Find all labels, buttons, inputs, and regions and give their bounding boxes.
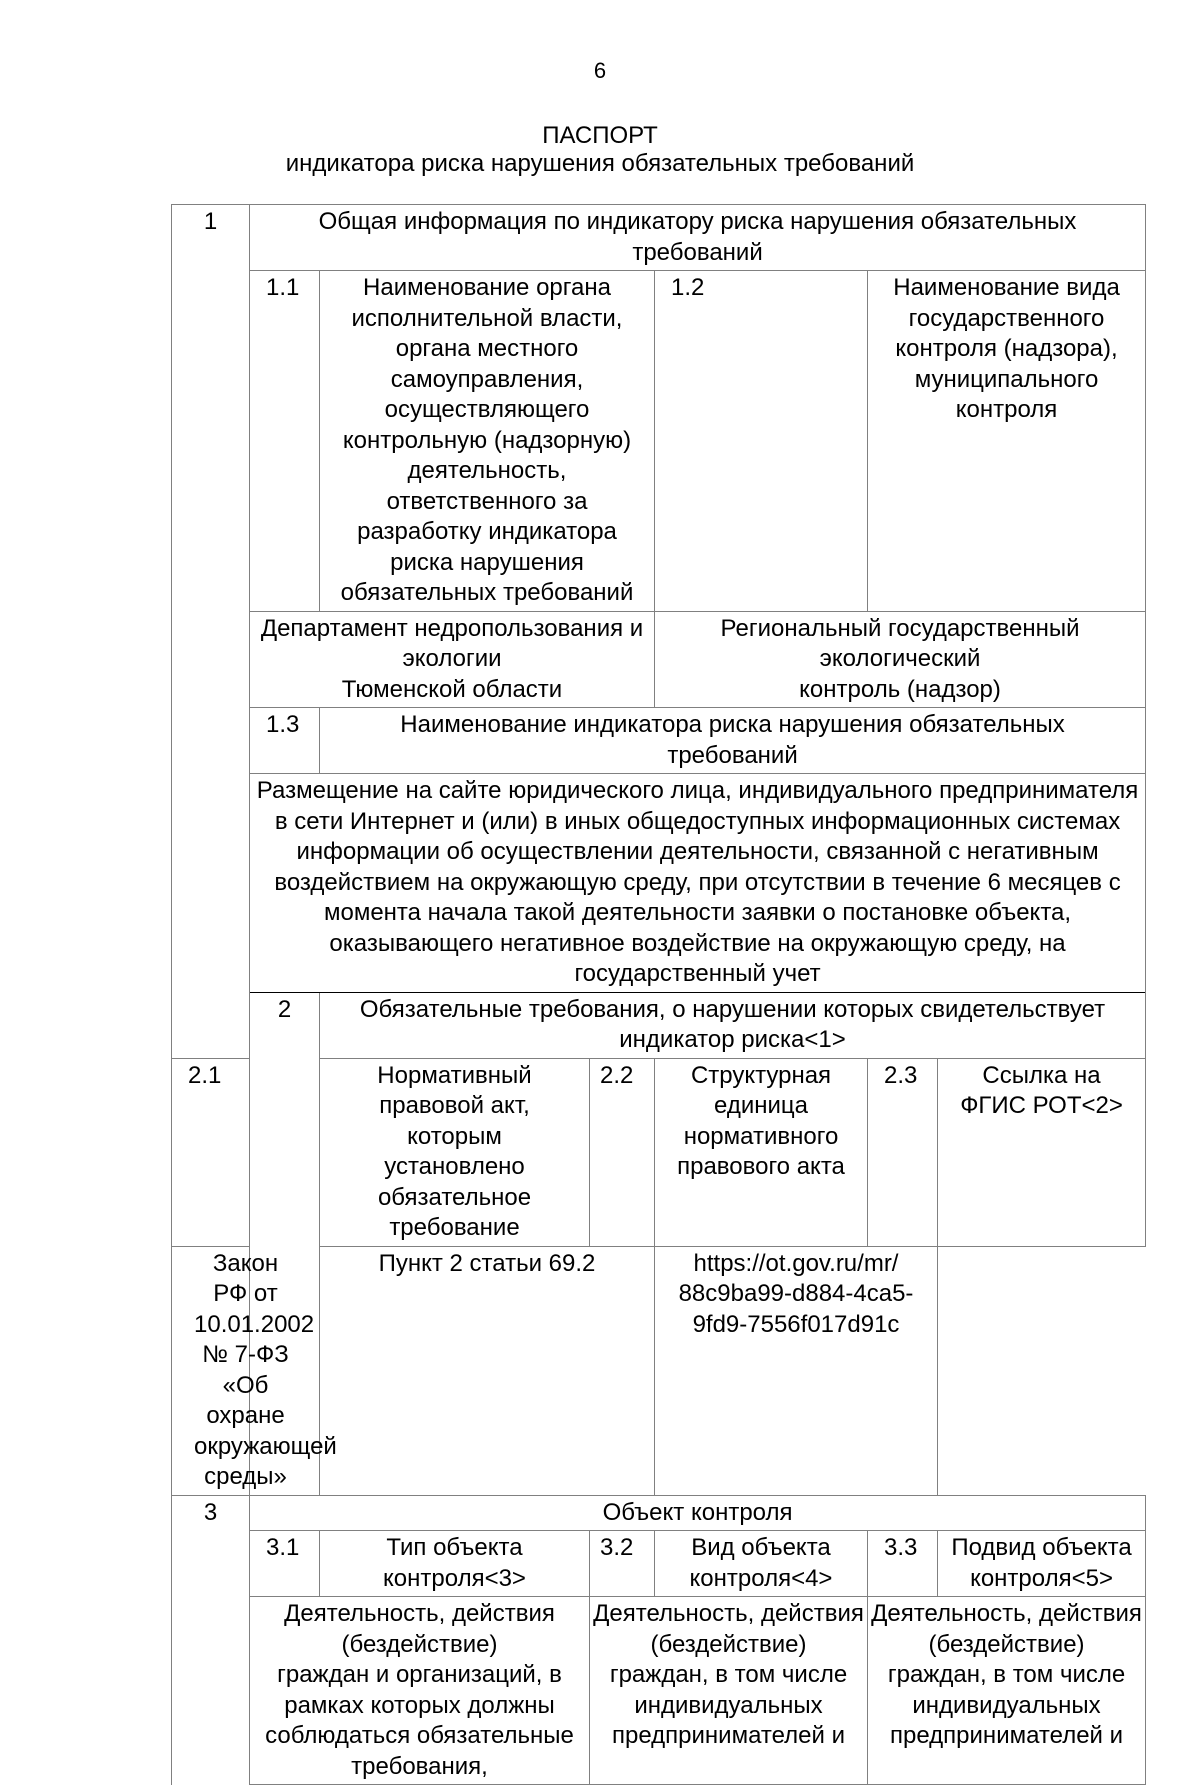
- item-1-3-label: Наименование индикатора риска нарушения обязательных требований: [320, 708, 1146, 774]
- value-2-1: Закон РФ от 10.01.2002 № 7-ФЗ «Об охране окружающей среды»: [172, 1246, 320, 1495]
- value-2-3: https://ot.gov.ru/mr/ 88c9ba99-d884-4ca5- 9fd9-7556f017d91c: [655, 1246, 938, 1495]
- item-3-2-label: Вид объекта контроля<4>: [655, 1531, 868, 1597]
- section1-heading-row: [172, 205, 1146, 271]
- item-2-3-label: Ссылка на ФГИС РОТ<2>: [938, 1058, 1146, 1246]
- item-3-3-number: 3.3: [868, 1531, 938, 1597]
- item-2-1-number: 2.1: [172, 1058, 250, 1246]
- section1-values-row: [172, 611, 1146, 708]
- section1-item-1-3-row: [172, 708, 1146, 774]
- item-1-2-number: 1.2: [655, 271, 868, 612]
- item-3-1-label: Тип объекта контроля<3>: [320, 1531, 590, 1597]
- section3-number: 3: [172, 1495, 250, 1785]
- value-3-2: Деятельность, действия (бездействие) граждан, в том числе индивидуальных предпринимателей и: [590, 1597, 868, 1785]
- value-2-2: Пункт 2 статьи 69.2: [320, 1246, 655, 1495]
- passport-table: [171, 204, 1146, 1785]
- value-1-1: Департамент недропользования и экологии Тюменской области: [250, 611, 655, 708]
- section3-heading-row: [172, 1495, 1146, 1531]
- item-2-2-number: 2.2: [590, 1058, 655, 1246]
- section2-heading-row: [172, 992, 1146, 1058]
- item-1-3-number: 1.3: [250, 708, 320, 774]
- item-3-2-number: 3.2: [590, 1531, 655, 1597]
- item-2-2-label: Структурная единица нормативного правового акта: [655, 1058, 868, 1246]
- item-3-3-label: Подвид объекта контроля<5>: [938, 1531, 1146, 1597]
- value-3-3: Деятельность, действия (бездействие) граждан, в том числе индивидуальных предпринимателей и: [868, 1597, 1146, 1785]
- section2-heading: Обязательные требования, о нарушении которых свидетельствует индикатор риска<1>: [320, 992, 1146, 1058]
- page-number: 6: [593, 58, 607, 83]
- value-1-2: Региональный государственный экологический контроль (надзор): [655, 611, 1146, 708]
- section3-values-row: [172, 1597, 1146, 1785]
- item-2-3-number: 2.3: [868, 1058, 938, 1246]
- section1-labels-row: [172, 271, 1146, 612]
- item-2-1-label: Нормативный правовой акт, которым установлено обязательное требование: [320, 1058, 590, 1246]
- section3-heading: Объект контроля: [250, 1495, 1146, 1531]
- section3-labels-row: [172, 1531, 1146, 1597]
- item-3-1-number: 3.1: [250, 1531, 320, 1597]
- document-subtitle: индикатора риска нарушения обязательных требований: [285, 150, 915, 177]
- section2-values-row: [172, 1246, 1146, 1495]
- value-1-3: Размещение на сайте юридического лица, индивидуального предпринимателя в сети Интернет и (или) в иных общедоступных информационных системах информации об осуществлении деятельности, связанной с негативным воздействием на окружающую среду, при отсутствии в течение 6 месяцев с момента начала такой деятельности заявки о постановке объекта, оказывающего негативное воздействие на окружающую среду, на государственный учет: [250, 774, 1146, 993]
- value-3-1: Деятельность, действия (бездействие) граждан и организаций, в рамках которых должны соблюдаться обязательные требования,: [250, 1597, 590, 1785]
- section1-number: 1: [172, 205, 250, 1059]
- section1-heading: Общая информация по индикатору риска нарушения обязательных требований: [250, 205, 1146, 271]
- section1-value-1-3-row: [172, 774, 1146, 993]
- item-1-1-number: 1.1: [250, 271, 320, 612]
- section2-number: 2: [250, 992, 320, 1495]
- document-title: ПАСПОРТ: [542, 122, 658, 149]
- item-1-1-label: Наименование органа исполнительной власти, органа местного самоуправления, осуществляющего контрольную (надзорную) деятельность, ответственного за разработку индикатора риска нарушения обязательных требований: [320, 271, 655, 612]
- item-1-2-label: Наименование вида государственного контроля (надзора), муниципального контроля: [868, 271, 1146, 612]
